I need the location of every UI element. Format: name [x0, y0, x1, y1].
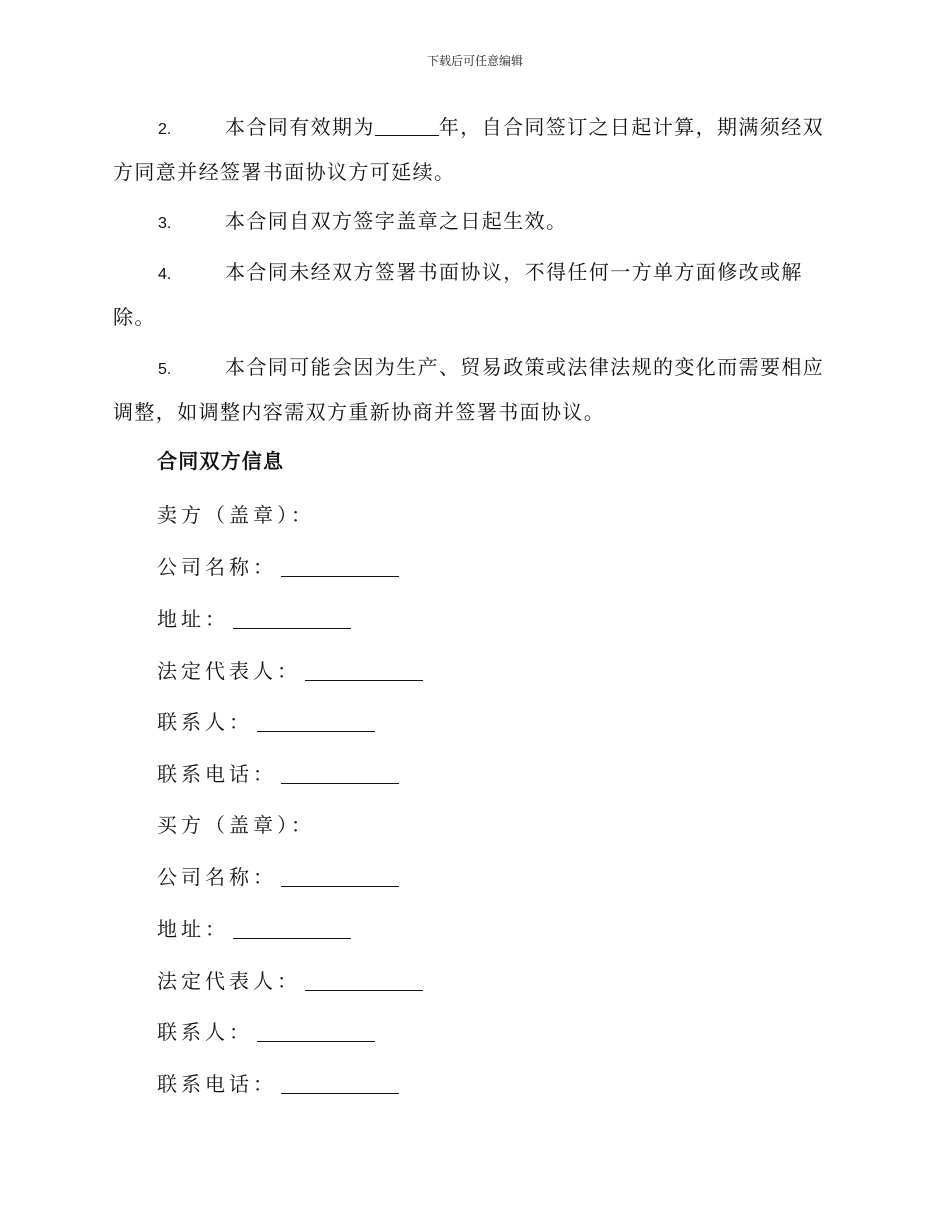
seller-address-row	[157, 603, 351, 632]
clause-text: 本合同未经双方签署书面协议，不得任何一方单方面修改或解除。	[113, 260, 803, 329]
seller-phone-label: 联系电话：	[157, 762, 277, 786]
buyer-address-row	[157, 913, 351, 942]
seller-phone-field[interactable]	[281, 763, 399, 784]
clause-number: 5.	[158, 361, 172, 378]
clause-5	[113, 346, 835, 433]
seller-company-field[interactable]	[281, 556, 399, 577]
seller-contact-field[interactable]	[257, 711, 375, 732]
seller-legal-rep-label: 法定代表人：	[157, 659, 301, 683]
buyer-address-field[interactable]	[233, 918, 351, 939]
years-blank[interactable]	[375, 115, 439, 136]
seller-address-field[interactable]	[233, 608, 351, 629]
clause-number: 4.	[158, 266, 172, 283]
buyer-phone-label: 联系电话：	[157, 1072, 277, 1096]
clause-3	[113, 200, 835, 245]
buyer-contact-label: 联系人：	[157, 1020, 253, 1044]
seller-company-label: 公司名称：	[157, 555, 277, 579]
buyer-company-label: 公司名称：	[157, 865, 277, 889]
section-title: 合同双方信息	[157, 449, 285, 473]
buyer-phone-row	[157, 1068, 399, 1097]
clause-text-end: 年，自合同签订之日起计算，期满须经双方同意并经签署书面协议方可延续。	[113, 115, 825, 184]
buyer-heading: 买方（盖章）：	[157, 813, 315, 837]
buyer-legal-rep-field[interactable]	[305, 970, 423, 991]
seller-contact-row	[157, 706, 375, 735]
clause-4	[113, 251, 835, 338]
seller-company-row	[157, 551, 399, 580]
clause-2	[113, 106, 835, 193]
buyer-company-row	[157, 861, 399, 890]
clause-text: 本合同可能会因为生产、贸易政策或法律法规的变化而需要相应调整，如调整内容需双方重新协商并签署书面协议。	[113, 355, 825, 424]
clause-number: 2.	[158, 121, 172, 138]
seller-legal-rep-field[interactable]	[305, 660, 423, 681]
clause-text: 本合同自双方签字盖章之日起生效。	[225, 209, 568, 233]
buyer-company-field[interactable]	[281, 866, 399, 887]
buyer-phone-field[interactable]	[281, 1073, 399, 1094]
seller-heading: 卖方（盖章）：	[157, 503, 315, 527]
seller-address-label: 地址：	[157, 607, 229, 631]
seller-contact-label: 联系人：	[157, 710, 253, 734]
buyer-address-label: 地址：	[157, 917, 229, 941]
clause-number: 3.	[158, 215, 172, 232]
seller-phone-row	[157, 758, 399, 787]
buyer-legal-rep-row	[157, 965, 423, 994]
buyer-contact-field[interactable]	[257, 1021, 375, 1042]
page-header: 下载后可任意编辑	[426, 54, 523, 68]
buyer-legal-rep-label: 法定代表人：	[157, 969, 301, 993]
clause-text-start: 本合同有效期为	[225, 115, 375, 139]
buyer-contact-row	[157, 1016, 375, 1045]
seller-legal-rep-row	[157, 655, 423, 684]
